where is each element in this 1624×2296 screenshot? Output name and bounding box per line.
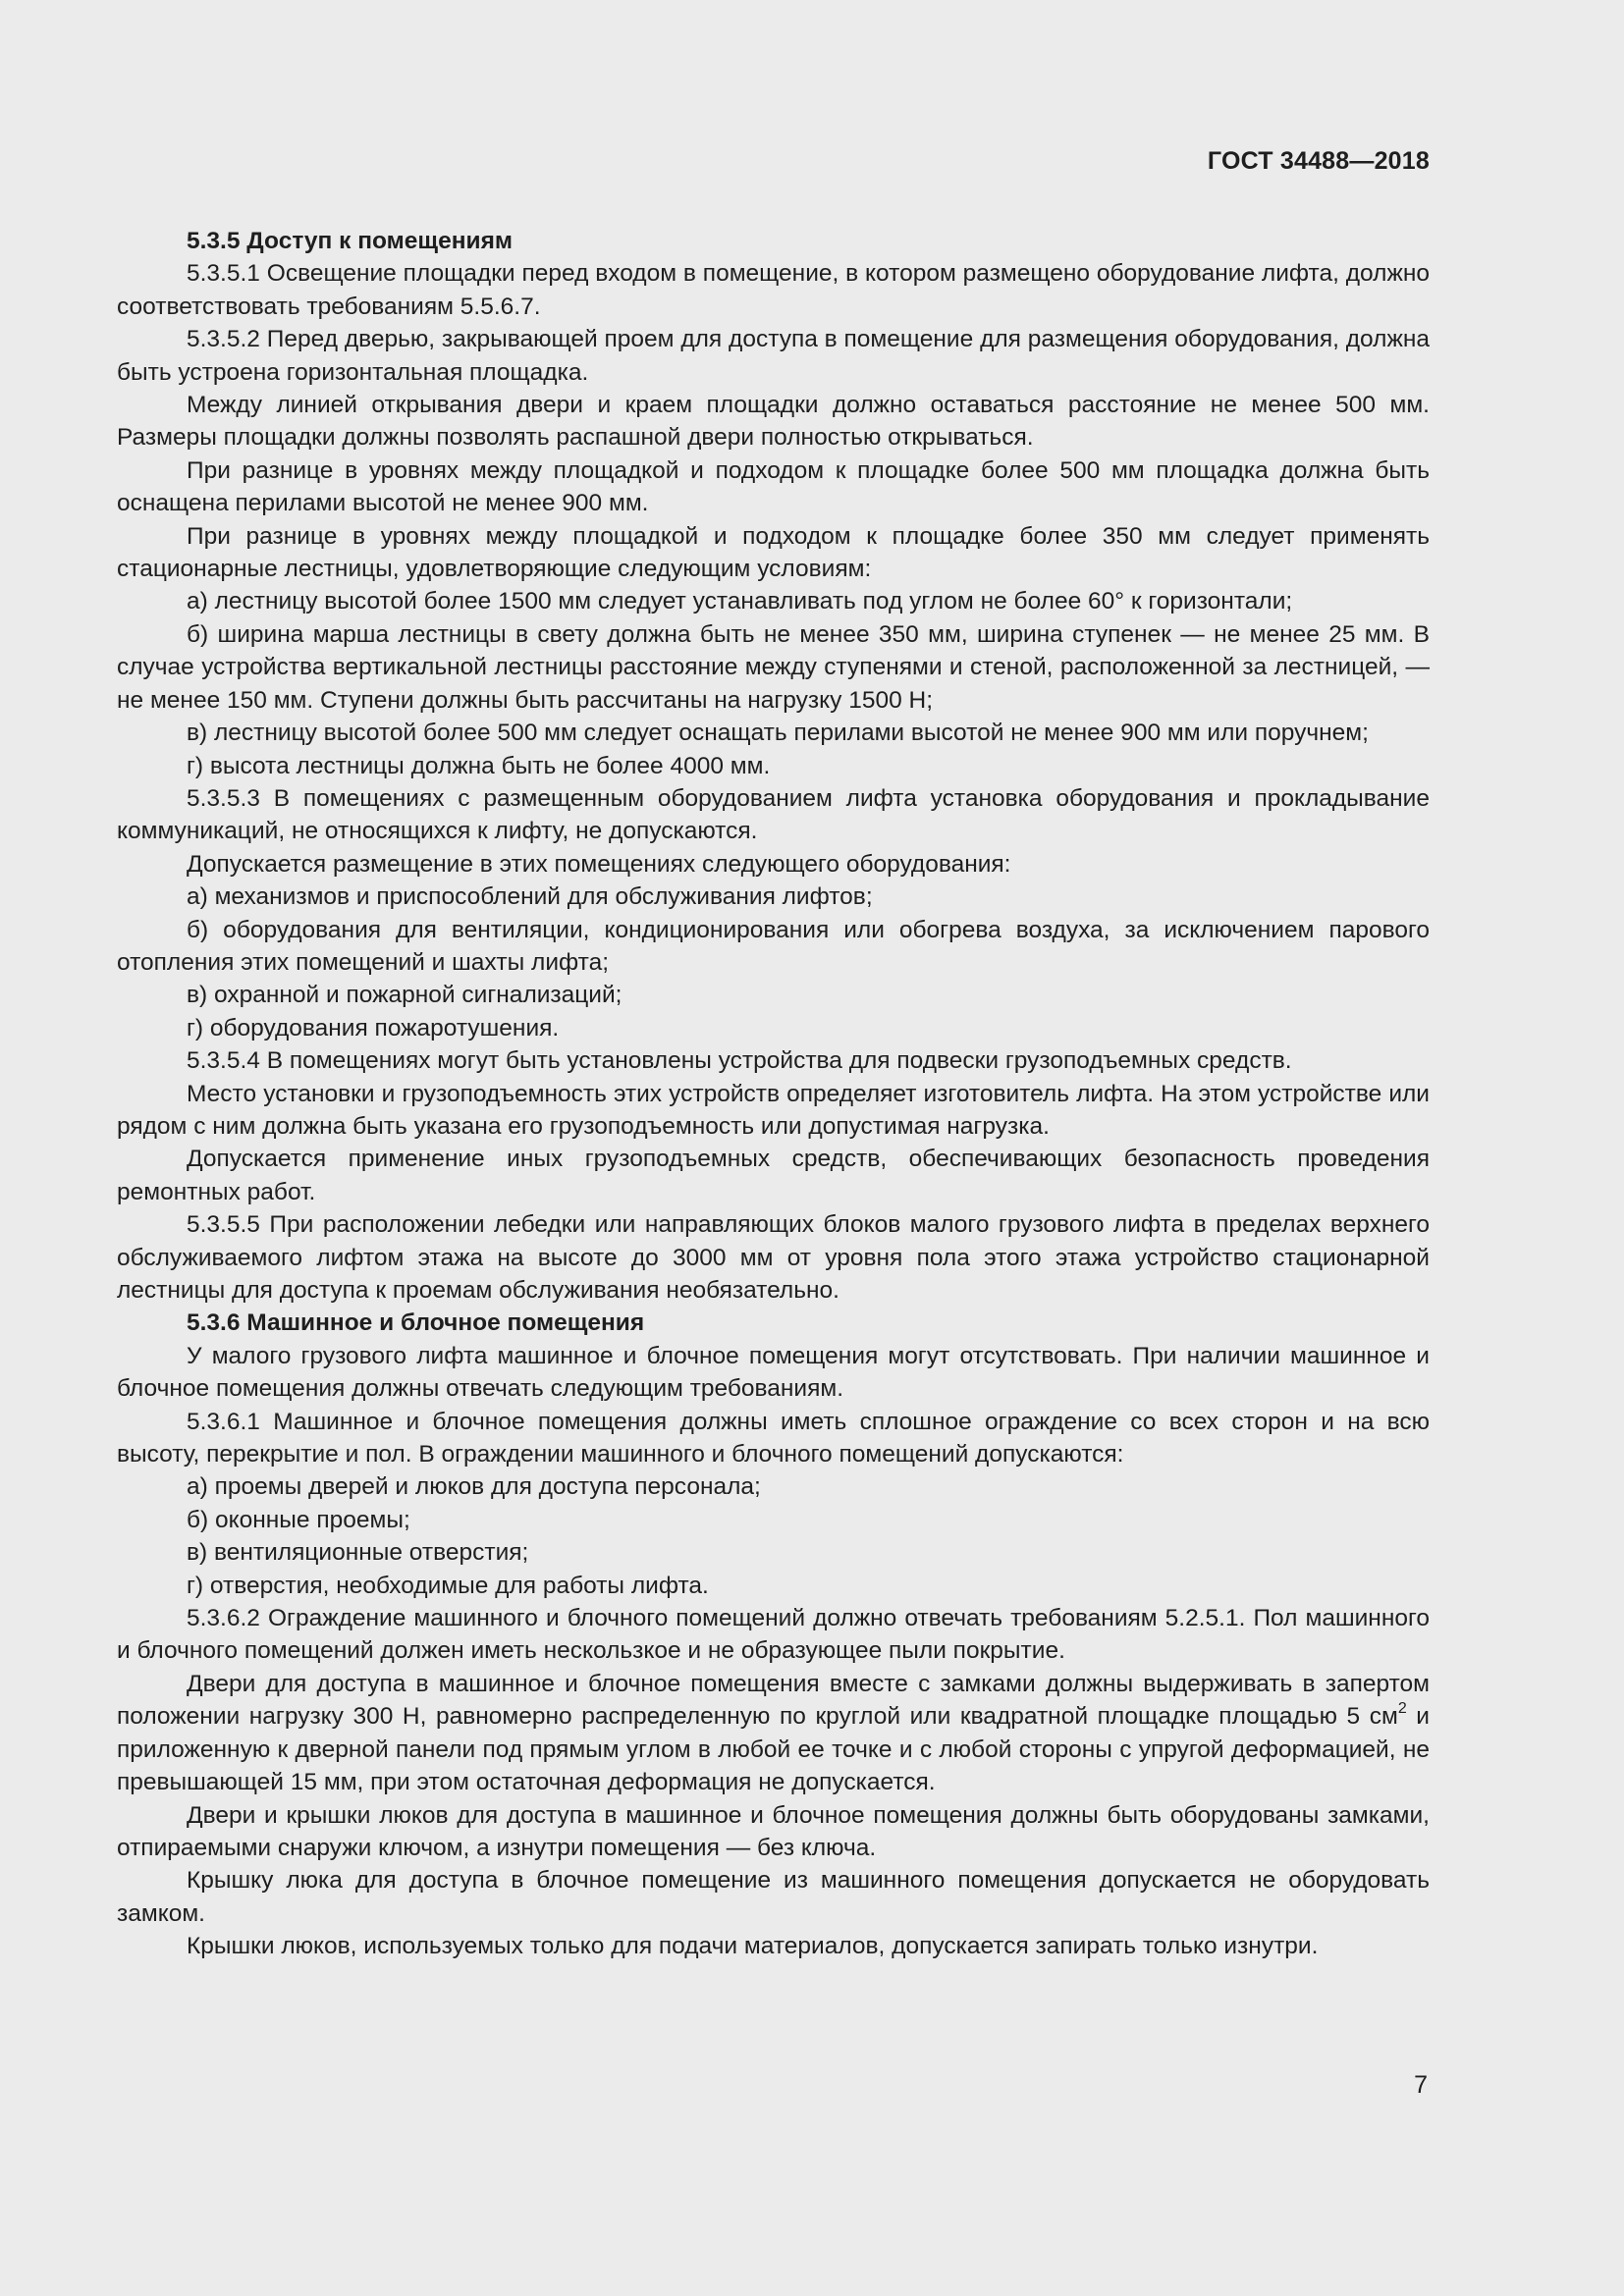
- list-item: г) отверстия, необходимые для работы лифта.: [187, 1572, 709, 1599]
- section-heading: 5.3.6 Машинное и блочное помещения: [187, 1309, 645, 1337]
- paragraph: Допускается применение иных грузоподъемных средств, обеспечивающих безопасность проведения ремонтных работ.: [117, 1146, 1430, 1205]
- section-heading: 5.3.5 Доступ к помещениям: [187, 228, 513, 254]
- list-item: в) вентиляционные отверстия;: [187, 1539, 529, 1567]
- paragraph: 5.3.5.4 В помещениях могут быть установлены устройства для подвески грузоподъемных средств.: [187, 1047, 1292, 1075]
- paragraph: Крышки люков, используемых только для подачи материалов, допускается запирать только изнутри.: [187, 1933, 1319, 1960]
- paragraph: Место установки и грузоподъемность этих устройств определяет изготовитель лифта. На этом устройстве или рядом с ним должна быть указана его грузоподъемность или допустимая нагрузка.: [117, 1080, 1430, 1140]
- paragraph: У малого грузового лифта машинное и блочное помещения могут отсутствовать. При наличии машинное и блочное помещения должны отвечать следующим требованиям.: [117, 1342, 1430, 1403]
- document-header: ГОСТ 34488—2018: [1207, 147, 1430, 175]
- list-item: в) охранной и пожарной сигнализаций;: [187, 982, 623, 1009]
- list-item: в) лестницу высотой более 500 мм следует оснащать перилами высотой не менее 900 мм или поручнем;: [187, 720, 1369, 747]
- list-item: г) оборудования пожаротушения.: [187, 1014, 560, 1041]
- paragraph: [117, 1668, 1430, 1799]
- paragraph-text: Двери для доступа в машинное и блочное помещения вместе с замками должны выдерживать в запертом положении нагрузку 300 Н, равномерно распределенную по круглой или квадратной площадке площадью 5 см: [117, 1670, 1430, 1731]
- superscript: 2: [1397, 1700, 1407, 1718]
- page-number: 7: [1414, 2071, 1428, 2099]
- paragraph: 5.3.5.5 При расположении лебедки или направляющих блоков малого грузового лифта в пределах верхнего обслуживаемого лифтом этажа на высоте до 3000 мм от уровня пола этого этажа устройство стационарной лестницы для доступа к проемам обслуживания необязательно.: [117, 1211, 1430, 1304]
- list-item: г) высота лестницы должна быть не более 4000 мм.: [187, 752, 771, 779]
- list-item: а) лестницу высотой более 1500 мм следует устанавливать под углом не более 60° к горизонтали;: [187, 588, 1293, 615]
- paragraph: При разнице в уровнях между площадкой и подходом к площадке более 350 мм следует применять стационарные лестницы, удовлетворяющие следующим условиям:: [117, 522, 1430, 583]
- paragraph: 5.3.5.2 Перед дверью, закрывающей проем для доступа в помещение для размещения оборудования, должна быть устроена горизонтальная площадка.: [117, 326, 1430, 386]
- paragraph: Допускается размещение в этих помещениях следующего оборудования:: [187, 850, 1011, 878]
- paragraph: 5.3.6.1 Машинное и блочное помещения должны иметь сплошное ограждение со всех сторон и на всю высоту, перекрытие и пол. В ограждении машинного и блочного помещений допускаются:: [117, 1408, 1430, 1468]
- list-item: б) оконные проемы;: [187, 1506, 410, 1533]
- paragraph: Двери и крышки люков для доступа в машинное и блочное помещения должны быть оборудованы замками, отпираемыми снаружи ключом, а изнутри помещения — без ключа.: [117, 1801, 1430, 1861]
- paragraph: Крышку люка для доступа в блочное помещение из машинного помещения допускается не оборудовать замком.: [117, 1867, 1430, 1927]
- list-item: а) механизмов и приспособлений для обслуживания лифтов;: [187, 883, 873, 911]
- paragraph: 5.3.6.2 Ограждение машинного и блочного помещений должно отвечать требованиям 5.2.5.1. Пол машинного и блочного помещений должен иметь нескользкое и не образующее пыли покрытие.: [117, 1605, 1430, 1665]
- paragraph: 5.3.5.3 В помещениях с размещенным оборудованием лифта установка оборудования и прокладывание коммуникаций, не относящихся к лифту, не допускаются.: [117, 784, 1430, 845]
- list-item: б) ширина марша лестницы в свету должна быть не менее 350 мм, ширина ступенек — не менее 25 мм. В случае устройства вертикальной лестницы расстояние между ступенями и стеной, расположенной за лестницей, — не менее 150 мм. Ступени должны быть рассчитаны на нагрузку 1500 Н;: [117, 620, 1430, 714]
- list-item: б) оборудования для вентиляции, кондиционирования или обогрева воздуха, за исключением парового отопления этих помещений и шахты лифта;: [117, 916, 1430, 976]
- list-item: а) проемы дверей и люков для доступа персонала;: [187, 1473, 761, 1501]
- paragraph: 5.3.5.1 Освещение площадки перед входом в помещение, в котором размещено оборудование лифта, должно соответствовать требованиям 5.5.6.7.: [117, 260, 1430, 320]
- paragraph: Между линией открывания двери и краем площадки должно оставаться расстояние не менее 500 мм. Размеры площадки должны позволять распашной двери полностью открываться.: [117, 392, 1430, 452]
- paragraph-text: и приложенную к дверной панели под прямым углом в любой ее точке и с любой стороны с упругой деформацией, не превышающей 15 мм, при этом остаточная деформация не допускается.: [117, 1703, 1430, 1796]
- paragraph: При разнице в уровнях между площадкой и подходом к площадке более 500 мм площадка должна быть оснащена перилами высотой не менее 900 мм.: [117, 456, 1430, 517]
- document-body: [117, 225, 1430, 1963]
